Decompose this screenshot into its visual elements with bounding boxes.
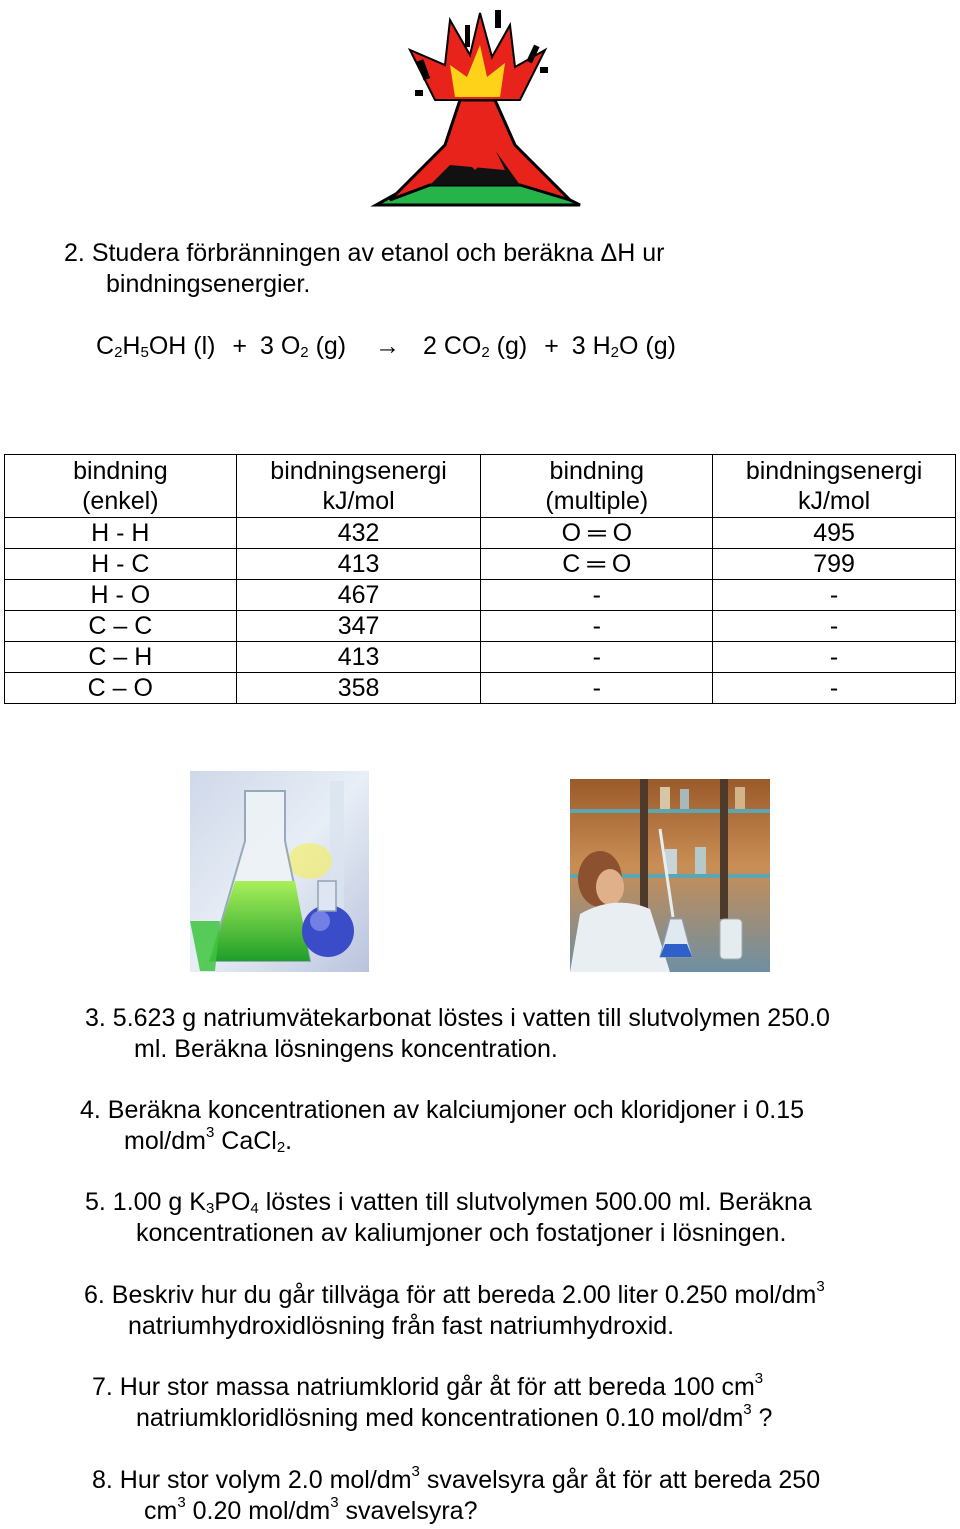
table-cell: 467 xyxy=(236,580,481,611)
table-cell: H - C xyxy=(5,549,237,580)
table-cell: - xyxy=(713,580,956,611)
question-3-line1: 3. 5.623 g natriumvätekarbonat löstes i vatten till slutvolymen 250.0 xyxy=(85,1004,830,1032)
table-cell: 413 xyxy=(236,549,481,580)
table-cell: O ═ O xyxy=(481,518,713,549)
table-cell: - xyxy=(481,580,713,611)
volcano-icon xyxy=(370,5,585,207)
table-cell: - xyxy=(481,673,713,704)
header-energy-multiple: bindningsenergi kJ/mol xyxy=(713,455,956,518)
table-row xyxy=(5,611,956,642)
table-cell: - xyxy=(481,611,713,642)
table-cell: 413 xyxy=(236,642,481,673)
table-row xyxy=(5,580,956,611)
table-cell: - xyxy=(481,642,713,673)
table-cell: H - H xyxy=(5,518,237,549)
header-bond-single: bindning (enkel) xyxy=(5,455,237,518)
table-row xyxy=(5,673,956,704)
question-8-line2: $cm^3$ 0.20 mol/$dm^3$ svavelsyra? xyxy=(144,1494,478,1525)
question-3-line2: ml. Beräkna lösningens koncentration. xyxy=(134,1035,558,1063)
question-2-line2: bindningsenergier. xyxy=(106,270,311,298)
question-6-line1: 6. Beskriv hur du går tillväga för att bereda 2.00 liter 0.250 mol/$dm^3$ xyxy=(84,1278,825,1309)
table-cell: C – H xyxy=(5,642,237,673)
table-cell: - xyxy=(713,642,956,673)
question-2-line1: 2. Studera förbränningen av etanol och beräkna ΔH ur xyxy=(64,239,665,267)
question-7-line2: natriumkloridlösning med koncentrationen 0.10 mol/$dm^3$ ? xyxy=(136,1401,773,1432)
table-row xyxy=(5,642,956,673)
table-cell: 358 xyxy=(236,673,481,704)
chemist-photo xyxy=(570,779,770,972)
question-8-line1: 8. Hur stor volym 2.0 mol/$dm^3$ svavelsyra går åt för att bereda 250 xyxy=(92,1463,821,1494)
table-cell: 495 xyxy=(713,518,956,549)
combustion-equation: $C_2H_5OH$ (l) + 3 $O_2$ (g) → 2 $CO_2$ (g) + 3 $H_2O$ (g) xyxy=(96,332,676,361)
table-cell: C – O xyxy=(5,673,237,704)
question-7-line1: 7. Hur stor massa natriumklorid går åt för att bereda 100 $cm^3$ xyxy=(92,1370,764,1401)
question-6-line2: natriumhydroxidlösning från fast natriumhydroxid. xyxy=(128,1312,675,1340)
table-header-row xyxy=(5,455,956,518)
question-5-line2: koncentrationen av kaliumjoner och fostatjoner i lösningen. xyxy=(136,1219,787,1247)
table-row xyxy=(5,549,956,580)
table-cell: 799 xyxy=(713,549,956,580)
question-4-line2: mol/$dm^3$ CaCl$_2$. xyxy=(124,1124,293,1156)
header-energy-single: bindningsenergi kJ/mol xyxy=(236,455,481,518)
table-cell: - xyxy=(713,611,956,642)
table-cell: 432 xyxy=(236,518,481,549)
table-cell: C – C xyxy=(5,611,237,642)
table-cell: H - O xyxy=(5,580,237,611)
table-cell: 347 xyxy=(236,611,481,642)
table-cell: - xyxy=(713,673,956,704)
question-4-line1: 4. Beräkna koncentrationen av kalciumjoner och kloridjoner i 0.15 xyxy=(80,1096,805,1124)
bond-energy-table xyxy=(4,454,956,704)
header-bond-multiple: bindning (multiple) xyxy=(481,455,713,518)
flasks-photo xyxy=(190,771,369,972)
question-5-line1: 5. 1.00 g $K_3PO_4$ löstes i vatten till slutvolymen 500.00 ml. Beräkna xyxy=(85,1188,812,1217)
table-cell: C ═ O xyxy=(481,549,713,580)
table-row xyxy=(5,518,956,549)
